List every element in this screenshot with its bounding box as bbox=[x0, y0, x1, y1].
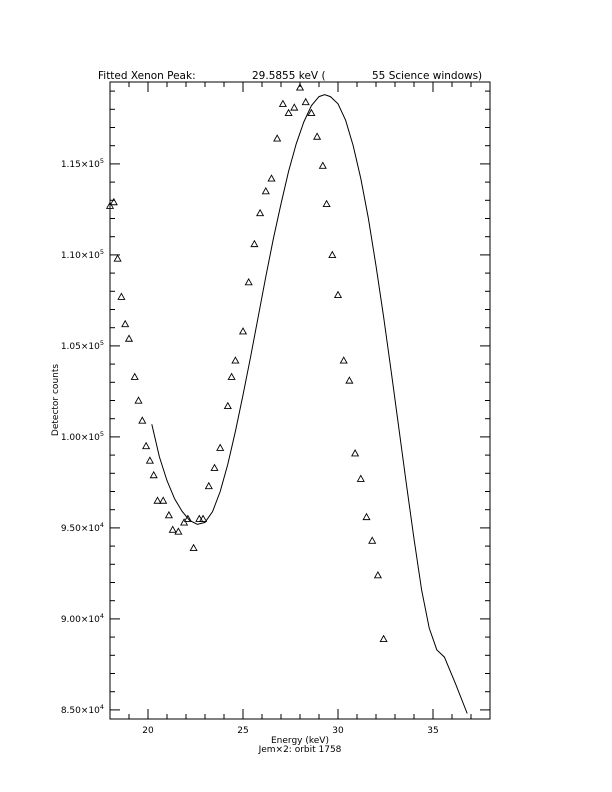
data-point bbox=[352, 450, 359, 456]
data-point bbox=[154, 497, 161, 503]
data-point bbox=[323, 201, 330, 207]
data-point bbox=[297, 84, 304, 90]
chart-title-windows: 55 Science windows) bbox=[372, 70, 483, 82]
y-tick-label bbox=[61, 703, 104, 716]
data-point bbox=[240, 328, 247, 334]
data-point bbox=[346, 377, 353, 383]
data-point bbox=[139, 417, 146, 423]
data-point bbox=[169, 526, 176, 532]
y-tick-label bbox=[61, 430, 104, 443]
y-tick-exponent: 4 bbox=[99, 702, 104, 711]
data-point bbox=[135, 397, 142, 403]
data-point bbox=[175, 528, 182, 534]
data-point bbox=[380, 636, 387, 642]
data-point bbox=[206, 483, 213, 489]
data-point bbox=[291, 104, 298, 110]
data-point bbox=[166, 512, 173, 518]
y-tick-exponent: 4 bbox=[99, 520, 104, 529]
data-point bbox=[147, 457, 154, 463]
y-tick-label bbox=[61, 339, 104, 352]
data-point bbox=[369, 537, 376, 543]
data-points-group bbox=[107, 84, 387, 641]
data-point bbox=[122, 321, 129, 327]
y-tick-mantissa: 1.10×10 bbox=[60, 250, 100, 261]
data-point bbox=[160, 497, 167, 503]
data-point bbox=[245, 279, 252, 285]
data-point bbox=[251, 241, 258, 247]
data-point bbox=[375, 572, 382, 578]
y-tick-exponent: 5 bbox=[99, 247, 104, 256]
x-axis-label: Energy (keV) bbox=[271, 736, 329, 746]
data-point bbox=[217, 445, 224, 451]
data-point bbox=[150, 472, 157, 478]
data-point bbox=[225, 403, 232, 409]
y-tick-exponent: 5 bbox=[99, 429, 104, 438]
data-point bbox=[126, 335, 133, 341]
data-point bbox=[257, 210, 264, 216]
y-tick-mantissa: 9.00×10 bbox=[60, 614, 100, 625]
fit-curve bbox=[152, 95, 467, 714]
data-point bbox=[358, 475, 365, 481]
chart-title-value: 29.5855 keV ( bbox=[252, 70, 326, 82]
x-tick-label: 25 bbox=[237, 726, 249, 736]
data-point bbox=[329, 252, 336, 258]
y-tick-label bbox=[61, 612, 104, 625]
y-tick-mantissa: 1.15×10 bbox=[60, 159, 100, 170]
y-tick-exponent: 4 bbox=[99, 611, 104, 620]
y-tick-mantissa: 1.05×10 bbox=[60, 341, 100, 352]
data-point bbox=[302, 99, 309, 105]
y-tick-label bbox=[61, 157, 104, 170]
data-point bbox=[228, 374, 235, 380]
y-tick-exponent: 5 bbox=[99, 338, 104, 347]
data-point bbox=[114, 255, 121, 261]
data-point bbox=[274, 135, 281, 141]
data-point bbox=[335, 292, 342, 298]
y-tick-exponent: 5 bbox=[99, 156, 104, 165]
data-point bbox=[363, 514, 370, 520]
data-point bbox=[280, 101, 287, 107]
y-tick-mantissa: 8.50×10 bbox=[60, 705, 100, 716]
x-tick-label: 30 bbox=[332, 726, 344, 736]
chart-title-left: Fitted Xenon Peak: bbox=[98, 70, 196, 82]
y-tick-mantissa: 9.50×10 bbox=[60, 523, 100, 534]
data-point bbox=[190, 545, 197, 551]
data-point bbox=[268, 175, 275, 181]
data-point bbox=[263, 188, 270, 194]
data-point bbox=[232, 357, 239, 363]
data-point bbox=[118, 293, 125, 299]
data-point bbox=[211, 465, 218, 471]
y-tick-label bbox=[61, 248, 104, 261]
data-point bbox=[340, 357, 347, 363]
axis-ticks bbox=[61, 82, 490, 736]
data-point bbox=[111, 199, 118, 205]
data-point bbox=[131, 374, 138, 380]
data-point bbox=[143, 443, 150, 449]
x-tick-label: 20 bbox=[142, 726, 154, 736]
data-point bbox=[320, 162, 327, 168]
y-tick-label bbox=[61, 521, 104, 534]
fit-curve-group bbox=[152, 95, 467, 714]
plot-frame bbox=[110, 82, 490, 719]
y-tick-mantissa: 1.00×10 bbox=[60, 432, 100, 443]
x-axis-subcaption: Jem×2: orbit 1758 bbox=[258, 745, 342, 755]
x-tick-label: 35 bbox=[427, 726, 439, 736]
y-axis-label: Detector counts bbox=[51, 363, 61, 437]
data-point bbox=[181, 519, 188, 525]
data-point bbox=[314, 133, 321, 139]
